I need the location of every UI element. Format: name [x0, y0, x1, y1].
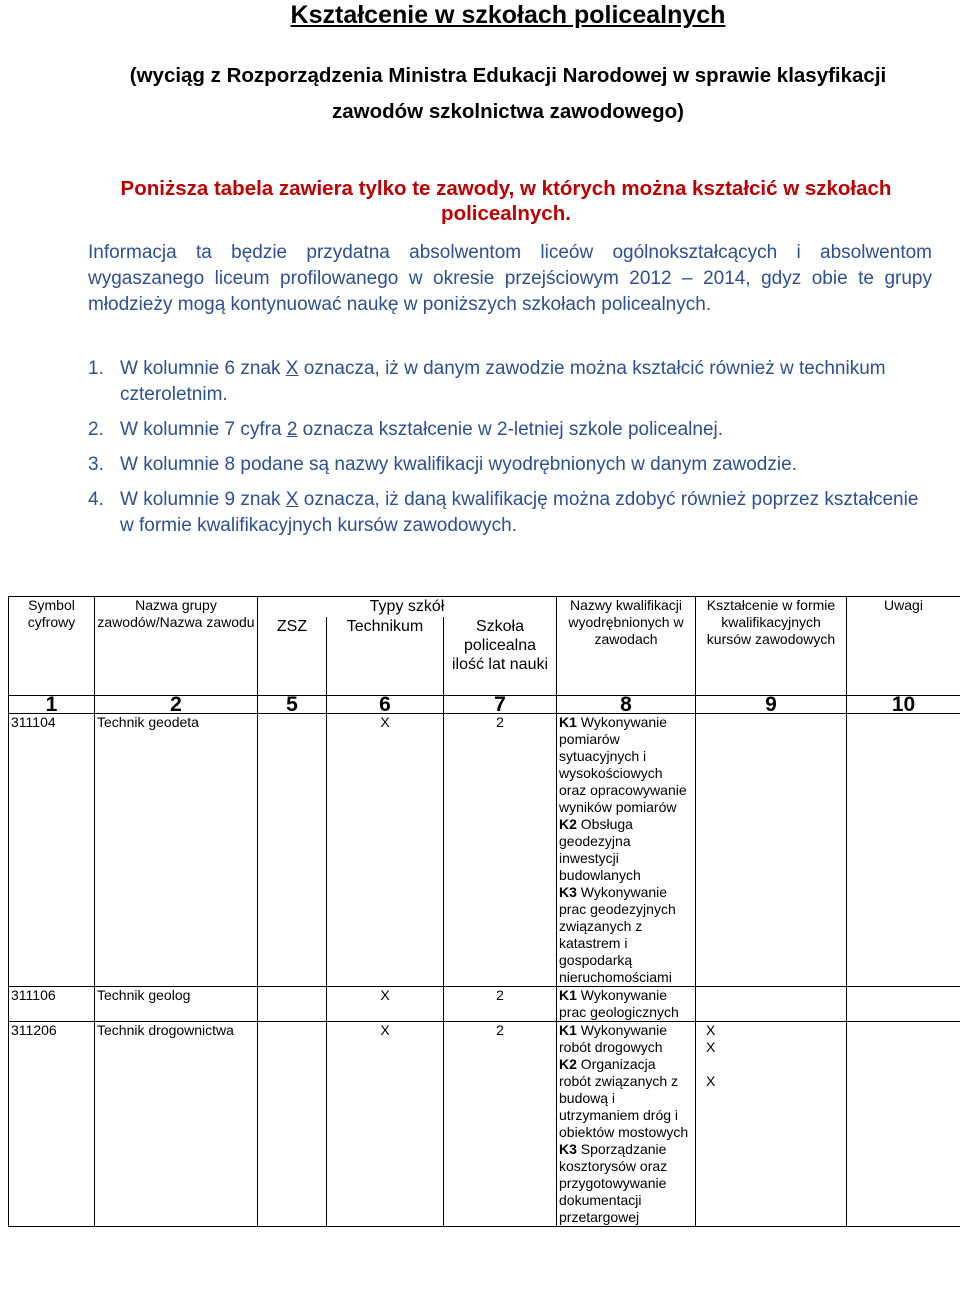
note-text: W kolumnie 6 znak — [120, 358, 286, 379]
header-zsz: ZSZ — [258, 617, 327, 695]
header-szkola: Szkoła policealna ilość lat nauki — [444, 617, 557, 695]
qualification-name: Wykonywanie prac geodezyjnych związanych z katastrem i gospodarką nieruchomościami — [559, 883, 676, 985]
cell-ksztalcenie — [696, 1021, 847, 1226]
cell-szkola: 2 — [444, 713, 557, 986]
header-typy-szkol: Typy szkół — [258, 597, 557, 618]
note-item — [88, 452, 936, 478]
qualification-name: Organizacja robót związanych z budową i utrzymaniem dróg i obiektów mostowych — [559, 1055, 689, 1140]
cell-uwagi — [847, 713, 960, 986]
cell-technikum: X — [327, 986, 444, 1021]
cell-uwagi — [847, 1021, 960, 1226]
header-nazwa: Nazwa grupy zawodów/Nazwa zawodu — [95, 597, 258, 696]
column-number: 7 — [444, 695, 557, 713]
course-mark: X — [706, 1021, 716, 1038]
note-text: W kolumnie 8 podane są nazwy kwalifikacji wyodrębnionych w danym zawodzie. — [120, 454, 797, 475]
cell-nazwa: Technik geolog — [95, 986, 258, 1021]
note-number: 3. — [88, 454, 104, 475]
header-kwalifikacje: Nazwy kwalifikacji wyodrębnionych w zawodach — [557, 597, 696, 696]
cell-symbol: 311106 — [9, 986, 95, 1021]
page-title: Kształcenie w szkołach policealnych — [290, 1, 726, 29]
column-number: 10 — [847, 695, 960, 713]
cell-symbol: 311206 — [9, 1021, 95, 1226]
cell-uwagi — [847, 986, 960, 1021]
note-text-cont: oznacza, iż daną kwalifikację można zdobyć również poprzez kształcenie w formie kwalifikacyjnych kursów zawodowych. — [120, 489, 919, 536]
notice-text: Poniższa tabela zawiera tylko te zawody, w których można kształcić w szkołach policealnych. — [120, 177, 892, 225]
qualification-code: K1 — [559, 1021, 577, 1038]
table-row — [9, 713, 960, 986]
note-item — [88, 356, 936, 408]
cell-szkola: 2 — [444, 986, 557, 1021]
column-number: 2 — [95, 695, 258, 713]
cell-zsz — [258, 1021, 327, 1226]
header-symbol: Symbol cyfrowy — [9, 597, 95, 696]
header-ksztalcenie: Kształcenie w formie kwalifikacyjnych kursów zawodowych — [696, 597, 847, 696]
qualification-code: K2 — [559, 1055, 577, 1072]
table-row — [9, 1021, 960, 1226]
column-number: 8 — [557, 695, 696, 713]
note-item — [88, 487, 936, 539]
qualification-name: Wykonywanie pomiarów sytuacyjnych i wysokościowych oraz opracowywanie wyników pomiarów — [559, 713, 687, 815]
column-number: 9 — [696, 695, 847, 713]
cell-kwalifikacje — [557, 986, 696, 1021]
qualification-code: K2 — [559, 815, 577, 832]
subtitle-line-2: zawodów szkolnictwa zawodowego) — [332, 100, 684, 123]
note-mark: X — [285, 358, 299, 379]
note-number: 2. — [88, 419, 104, 440]
note-text: W kolumnie 9 znak — [120, 489, 286, 510]
qualification-name: Wykonywanie robót drogowych — [559, 1021, 668, 1055]
table-row — [9, 986, 960, 1021]
note-text-cont: oznacza kształcenie w 2-letniej szkole policealnej. — [297, 419, 724, 440]
table-header-row — [9, 597, 960, 618]
cell-zsz — [258, 713, 327, 986]
note-number: 1. — [88, 358, 104, 379]
cell-technikum: X — [327, 713, 444, 986]
note-item — [88, 417, 936, 443]
cell-symbol: 311104 — [9, 713, 95, 986]
note-text-cont: oznacza, iż w danym zawodzie można kształcić również w technikum czteroletnim. — [120, 358, 886, 405]
qualification-code: K3 — [559, 883, 577, 900]
note-text: W kolumnie 7 cyfra — [120, 419, 287, 440]
professions-table — [8, 596, 960, 1227]
info-paragraph: Informacja ta będzie przydatna absolwentom liceów ogólnokształcących i absolwentom wygaszanego liceum profilowanego w okresie przejściowym 2012 – 2014, gdyz obie te grupy młodzieży mogą kontynuować naukę w poniższych szkołach policealnych. — [88, 242, 932, 315]
column-numbers-row — [9, 695, 960, 713]
cell-kwalifikacje — [557, 1021, 696, 1226]
course-mark: X — [706, 1072, 716, 1089]
course-mark: X — [706, 1038, 716, 1055]
qualification-code: K1 — [559, 986, 577, 1003]
subtitle-line-1: (wyciąg z Rozporządzenia Ministra Edukacji Narodowej w sprawie klasyfikacji — [129, 64, 887, 87]
note-mark: X — [285, 489, 299, 510]
qualification-name: Wykonywanie prac geologicznych — [559, 986, 679, 1020]
column-number: 6 — [327, 695, 444, 713]
cell-nazwa: Technik geodeta — [95, 713, 258, 986]
note-mark: 2 — [286, 419, 298, 440]
column-number: 5 — [258, 695, 327, 713]
cell-ksztalcenie — [696, 713, 847, 986]
notes-list — [88, 356, 936, 548]
qualification-code: K3 — [559, 1140, 577, 1157]
cell-zsz — [258, 986, 327, 1021]
cell-technikum: X — [327, 1021, 444, 1226]
qualification-code: K1 — [559, 713, 577, 730]
cell-kwalifikacje — [557, 713, 696, 986]
subtitle — [0, 58, 960, 130]
column-number: 1 — [9, 695, 95, 713]
cell-szkola: 2 — [444, 1021, 557, 1226]
header-uwagi: Uwagi — [847, 597, 960, 696]
note-number: 4. — [88, 489, 104, 510]
qualification-name: Sporządzanie kosztorysów oraz przygotowywanie dokumentacji przetargowej — [559, 1140, 668, 1225]
qualification-name: Obsługa geodezyjna inwestycji budowlanych — [559, 815, 641, 883]
cell-nazwa: Technik drogownictwa — [95, 1021, 258, 1226]
header-technikum: Technikum — [327, 617, 444, 695]
cell-ksztalcenie — [696, 986, 847, 1021]
